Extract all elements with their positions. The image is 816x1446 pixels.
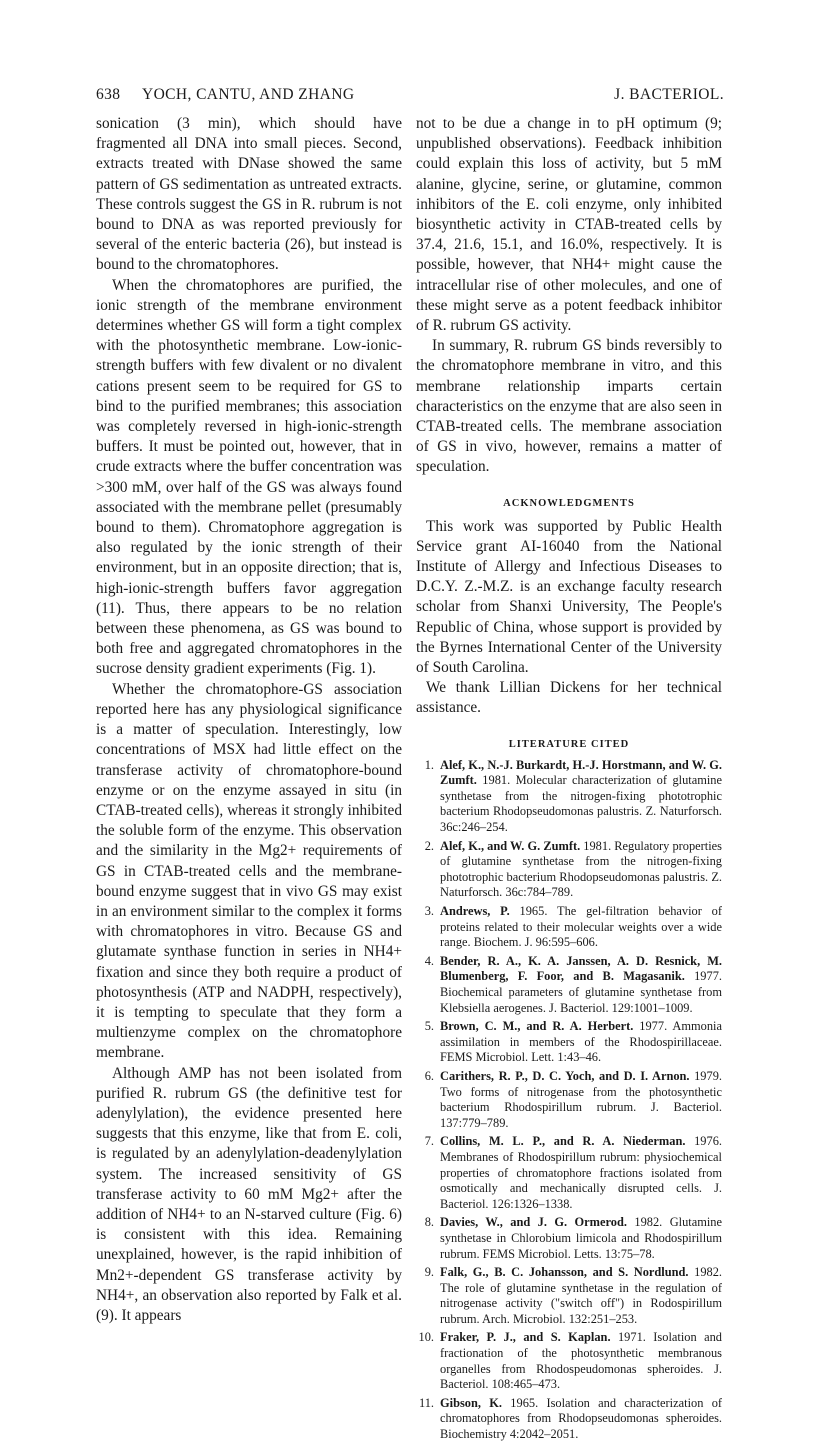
reference-text: 1965. The gel-filtration behavior of proteins related to their molecular weights over a wide range. Biochem. J. 96:595–606. xyxy=(440,904,722,950)
reference-text: 1981. Regulatory properties of glutamine synthetase from the nitrogen-fixing phototrophic bacterium Rhodopseudomonas palustris. Z. Naturforsch. 36c:784–789. xyxy=(440,838,722,900)
reference-item xyxy=(416,1019,722,1066)
reference-authors: Davies, W., and J. G. Ormerod. xyxy=(440,1215,627,1230)
left-paragraph-2: When the chromatophores are purified, the ionic strength of the membrane environment determines whether GS will form a tight complex with the photosynthetic membrane. Low-ionic-strength buffers with few divalent or no divalent cations present seem to be required for GS to bind to the purified membranes; this association was completely reversed in high-ionic-strength buffers. It must be pointed out, however, that in crude extracts where the buffer concentration was >300 mM, over half of the GS was always found associated with the membrane pellet (presumably bound to them). Chromatophore aggregation is also regulated by the ionic strength of their environment, but in an opposite direction; that is, high-ionic-strength buffers favor aggregation (11). Thus, there appears to be no relation between these phenomena, as GS was bound to both free and aggregated chromatophores in the sucrose density gradient experiments (Fig. 1). xyxy=(96,276,402,678)
left-paragraph-3: Whether the chromatophore-GS association reported here has any physiological significance is a matter of speculation. Interestingly, low concentrations of MSX had little effect on the transferase activity of chromatophore-bound enzyme or on the enzyme assayed in situ (in CTAB-treated cells), whereas it strongly inhibited the soluble form of the enzyme. This observation and the similarity in the Mg2+ requirements of GS in CTAB-treated cells and the membrane-bound enzyme suggest that in vivo GS may exist in an environment similar to the complex it forms with chromatophores in vitro. Because GS and glutamate synthase function in series in NH4+ fixation and since they both require a product of photosynthesis (ATP and NADPH, respectively), it is tempting to speculate that they form a multienzyme complex on the chromatophore membrane. xyxy=(96,680,402,1062)
reference-number: 8. xyxy=(424,1215,434,1230)
reference-item xyxy=(416,954,722,1016)
reference-item xyxy=(416,1396,722,1443)
reference-text: 1982. The role of glutamine synthetase in the regulation of nitrogenase activity ("switch off") in Rodospirillum rubrum. Arch. Microbiol. 132:251–253. xyxy=(440,1265,723,1326)
reference-number: 3. xyxy=(424,904,434,919)
reference-item xyxy=(416,1134,722,1212)
reference-authors: Carithers, R. P., D. C. Yoch, and D. I. Arnon. xyxy=(440,1068,690,1083)
acknowledgments-thanks: We thank Lillian Dickens for her technical assistance. xyxy=(416,679,722,717)
right-column xyxy=(416,114,722,1446)
reference-text: 1971. Isolation and fractionation of the photosynthetic membranous organelles from Rhodospeudomonas spheroides. J. Bacteriol. 108:465–473. xyxy=(440,1330,722,1392)
reference-authors: Brown, C. M., and R. A. Herbert. xyxy=(440,1019,634,1034)
reference-text: 1977. Ammonia assimilation in members of the Rhodospirillaceae. FEMS Microbiol. Lett. 1:43–46. xyxy=(440,1019,722,1065)
literature-cited-heading: LITERATURE CITED xyxy=(508,738,630,750)
left-column xyxy=(96,114,402,1326)
reference-item xyxy=(416,1069,722,1131)
reference-number: 11. xyxy=(418,1395,434,1410)
reference-list xyxy=(416,758,722,1443)
reference-number: 5. xyxy=(424,1019,434,1034)
reference-number: 9. xyxy=(424,1265,434,1280)
reference-text: 1981. Molecular characterization of glutamine synthetase from the nitrogen-fixing phototrophic bacterium Rhodopseudomonas palustris. Z. Naturforsch. 36c:246–254. xyxy=(440,773,722,835)
reference-number: 6. xyxy=(424,1068,434,1083)
page-number: 638 xyxy=(96,86,121,103)
reference-authors: Falk, G., B. C. Johansson, and S. Nordlund. xyxy=(440,1265,689,1280)
reference-number: 4. xyxy=(424,953,434,968)
reference-number: 10. xyxy=(418,1330,434,1345)
reference-item xyxy=(416,839,722,901)
reference-number: 1. xyxy=(424,757,434,772)
reference-item xyxy=(416,1330,722,1392)
reference-authors: Collins, M. L. P., and R. A. Niederman. xyxy=(440,1134,686,1149)
reference-authors: Fraker, P. J., and S. Kaplan. xyxy=(440,1330,611,1345)
reference-authors: Alef, K., and W. G. Zumft. xyxy=(440,838,581,853)
reference-text: 1976. Membranes of Rhodospirillum rubrum: physiochemical properties of chromatophore fractions isolated from osmotically and mechanically disrupted cells. J. Bacteriol. 126:1326–1338. xyxy=(440,1134,722,1211)
reference-text: 1965. Isolation and characterization of chromatophores from Rhodopseudomonas spheroides. Biochemistry 4:2042–2051. xyxy=(440,1395,723,1442)
running-header xyxy=(96,86,724,108)
right-paragraph-2: In summary, R. rubrum GS binds reversibly to the chromatophore membrane in vitro, and this membrane relationship imparts certain characteristics on the enzyme that are also seen in CTAB-treated cells. The membrane association of GS in vivo, however, remains a matter of speculation. xyxy=(416,337,722,476)
left-paragraph-4: Although AMP has not been isolated from purified R. rubrum GS (the definitive test for adenylylation), the evidence presented here suggests that this enzyme, like that from E. coli, is regulated by an adenylylation-deadenylylation system. The increased sensitivity of GS transferase activity to 60 mM Mg2+ after the addition of NH4+ to an N-starved culture (Fig. 6) is consistent with this idea. Remaining unexplained, however, is the rapid inhibition of Mn2+-dependent GS transferase activity by NH4+, an observation also reported by Falk et al. (9). It appears xyxy=(96,1064,402,1324)
reference-text: 1977. Biochemical parameters of glutamine synthetase from Klebsiella aerogenes. J. Bacteriol. 129:1001–1009. xyxy=(440,969,722,1015)
reference-authors: Alef, K., N.-J. Burkardt, H.-J. Horstmann, and W. G. Zumft. xyxy=(440,757,722,788)
reference-number: 2. xyxy=(424,838,434,853)
reference-text: 1982. Glutamine synthetase in Chlorobium limicola and Rhodospirillum rubrum. FEMS Microbiol. Letts. 13:75–78. xyxy=(440,1215,722,1261)
reference-item xyxy=(416,904,722,951)
reference-number: 7. xyxy=(424,1134,434,1149)
acknowledgments-text: This work was supported by Public Health Service grant AI-16040 from the National Institute of Allergy and Infectious Diseases to D.C.Y. Z.-M.Z. is an exchange faculty research scholar from Shanxi University, The People's Republic of China, whose support is provided by the Byrnes International Center of the University of South Carolina. xyxy=(416,517,722,677)
reference-text: 1979. Two forms of nitrogenase from the photosynthetic bacterium Rhodospirillum rubrum. J. Bacteriol. 137:779–789. xyxy=(440,1068,722,1130)
header-journal: J. BACTERIOL. xyxy=(614,86,724,103)
reference-item xyxy=(416,758,722,836)
header-authors: YOCH, CANTU, AND ZHANG xyxy=(142,86,355,103)
reference-authors: Andrews, P. xyxy=(440,904,510,919)
acknowledgments-heading: ACKNOWLEDGMENTS xyxy=(503,497,635,509)
reference-authors: Bender, R. A., K. A. Janssen, A. D. Resnick, M. Blumenberg, F. Foor, and B. Magasanik. xyxy=(440,953,722,984)
reference-item xyxy=(416,1215,722,1262)
right-paragraph-1: not to be due a change in to pH optimum (9; unpublished observations). Feedback inhibition could explain this loss of activity, but 5 mM alanine, glycine, serine, or glutamine, common inhibitors of the E. coli enzyme, only inhibited biosynthetic activity in CTAB-treated cells by 37.4, 21.6, 15.1, and 16.0%, respectively. It is possible, however, that NH4+ might cause the intracellular rise of other molecules, and one of these might serve as a potent feedback inhibitor of R. rubrum GS activity. xyxy=(416,115,722,335)
left-paragraph-1: sonication (3 min), which should have fragmented all DNA into small pieces. Second, extracts treated with DNase showed the same pattern of GS sedimentation as untreated extracts. These controls suggest the GS in R. rubrum is not bound to DNA as was reported previously for several of the enteric bacteria (26), but instead is bound to the chromatophores. xyxy=(96,115,402,274)
reference-item xyxy=(416,1265,722,1327)
reference-authors: Gibson, K. xyxy=(440,1395,503,1410)
